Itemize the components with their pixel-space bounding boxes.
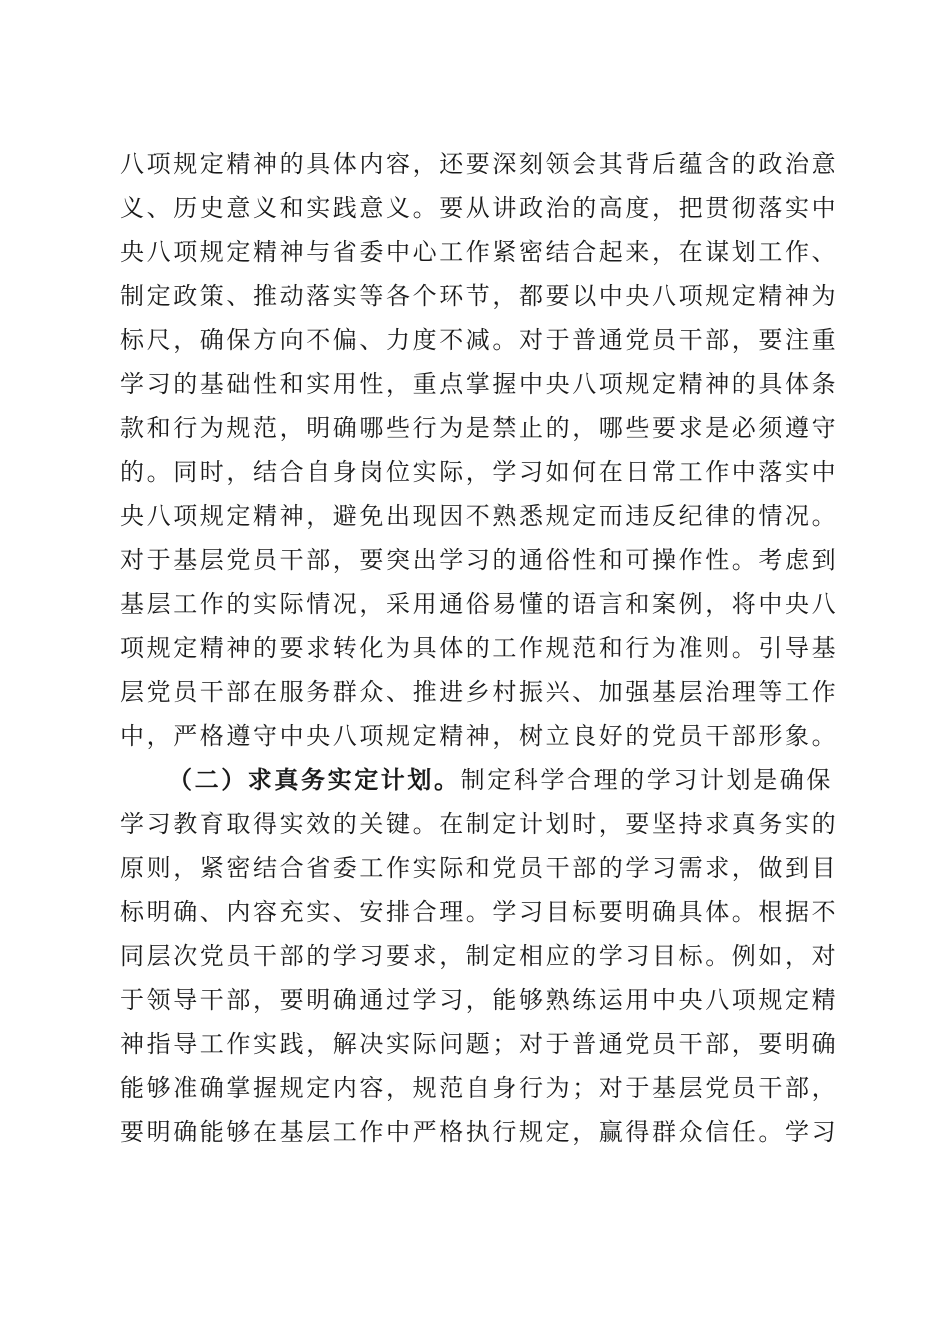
text-line: 对于基层党员干部，要突出学习的通俗性和可操作性。考虑到 xyxy=(120,546,839,574)
text-line: 同层次党员干部的学习要求，制定相应的学习目标。例如，对 xyxy=(120,942,839,970)
text-line: 八项规定精神的具体内容，还要深刻领会其背后蕴含的政治意 xyxy=(120,150,839,178)
text-line: 于领导干部，要明确通过学习，能够熟练运用中央八项规定精 xyxy=(120,986,839,1014)
text-line: 项规定精神的要求转化为具体的工作规范和行为准则。引导基 xyxy=(120,634,839,662)
text-line: 央八项规定精神，避免出现因不熟悉规定而违反纪律的情况。 xyxy=(120,502,839,530)
section-heading-line xyxy=(120,758,832,802)
text-line: 义、历史意义和实践意义。要从讲政治的高度，把贯彻落实中 xyxy=(120,194,839,222)
text-line: 原则，紧密结合省委工作实际和党员干部的学习需求，做到目 xyxy=(120,854,839,882)
text-line: 神指导工作实践，解决实际问题；对于普通党员干部，要明确 xyxy=(120,1030,839,1058)
text-line: 制定政策、推动落实等各个环节，都要以中央八项规定精神为 xyxy=(120,282,839,310)
text-line: 标明确、内容充实、安排合理。学习目标要明确具体。根据不 xyxy=(120,898,839,926)
text-line: 中，严格遵守中央八项规定精神，树立良好的党员干部形象。 xyxy=(120,722,839,750)
text-line: 基层工作的实际情况，采用通俗易懂的语言和案例，将中央八 xyxy=(120,590,839,618)
text-line: 款和行为规范，明确哪些行为是禁止的，哪些要求是必须遵守 xyxy=(120,414,839,442)
text-line: 层党员干部在服务群众、推进乡村振兴、加强基层治理等工作 xyxy=(120,678,839,706)
section-first-line-text: 制定科学合理的学习计划是确保 xyxy=(460,766,834,794)
body-text xyxy=(120,142,839,1154)
section-heading: （二）求真务实定计划。 xyxy=(168,765,461,794)
text-line: 学习教育取得实效的关键。在制定计划时，要坚持求真务实的 xyxy=(120,810,839,838)
text-line: 要明确能够在基层工作中严格执行规定，赢得群众信任。学习 xyxy=(120,1118,839,1146)
text-line: 的。同时，结合自身岗位实际，学习如何在日常工作中落实中 xyxy=(120,458,839,486)
text-line: 能够准确掌握规定内容，规范自身行为；对于基层党员干部， xyxy=(120,1074,839,1102)
text-line: 学习的基础性和实用性，重点掌握中央八项规定精神的具体条 xyxy=(120,370,839,398)
text-line: 央八项规定精神与省委中心工作紧密结合起来，在谋划工作、 xyxy=(120,238,839,266)
text-line: 标尺，确保方向不偏、力度不减。对于普通党员干部，要注重 xyxy=(120,326,839,354)
